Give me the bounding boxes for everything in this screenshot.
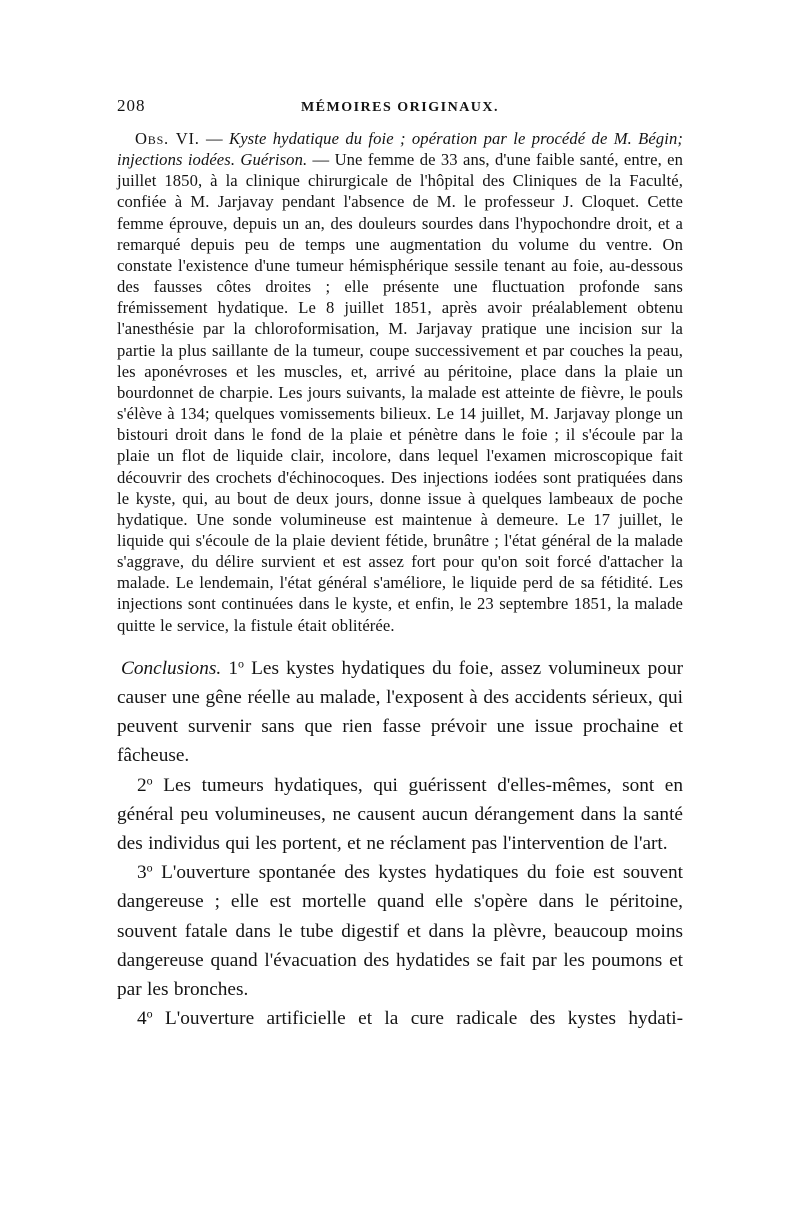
conclusions-heading: Conclusions.: [121, 657, 222, 679]
conclusion-number: 1: [228, 657, 238, 679]
observation-paragraph: [117, 128, 683, 636]
page-number: 208: [117, 96, 146, 115]
observation-label: Obs. VI.: [135, 129, 200, 148]
conclusion-text: L'ouverture spontanée des kystes hydatiques du foie est souvent dangereuse ; elle est mortelle quand elle s'opère dans le péritoine, souvent fatale dans le tube digestif et dans la plèvre, beaucoup moins dangereuse quand l'évacuation des hydatides se fait par les poumons et par les bronches.: [117, 862, 683, 1000]
conclusion-text: L'ouverture artificielle et la cure radicale des kystes hydati-: [152, 1008, 683, 1030]
ordinal-marker: o: [146, 1006, 153, 1021]
running-title: MÉMOIRES ORIGINAUX.: [300, 100, 500, 115]
ordinal-marker: o: [146, 860, 153, 875]
ordinal-marker: o: [237, 656, 244, 671]
observation-dash: —: [307, 150, 335, 170]
conclusion-item: [117, 654, 683, 771]
observation-title: Kyste hydatique du foie ; opération par le procédé de M. Bégin; injections iodées. Guérison.: [117, 129, 683, 170]
conclusion-item: [117, 771, 683, 859]
ordinal-marker: o: [146, 772, 153, 787]
observation-body: Une femme de 33 ans, d'une faible santé, entre, en juillet 1850, à la clinique chirurgicale de l'hôpital des Cliniques de la Faculté, confiée à M. Jarjavay pendant l'absence de M. le professeur J. Cloquet. Cette femme éprouve, depuis un an, des douleurs sourdes dans l'hypochondre droit, et a remarqué depuis peu de temps une augmentation du volume du ventre. On constate l'existence d'une tumeur hémisphérique sessile tenant au foie, au-dessous des fausses côtes droites ; elle présente une fluctuation profonde sans frémissement hydatique. Le 8 juillet 1851, après avoir préalablement obtenu l'anesthésie par la chloroformisation, M. Jarjavay pratique une incision sur la partie la plus saillante de la tumeur, coupe successivement et par couches la peau, les aponévroses et les muscles, et, arrivé au péritoine, place dans la plaie un bourdonnet de charpie. Les jours suivants, la malade est atteinte de fièvre, le pouls s'élève à 134; quelques vomissements bilieux. Le 14 juillet, M. Jarjavay plonge un bistouri droit dans le fond de la plaie et pénètre dans le foie ; il s'écoule par la plaie un flot de liquide clair, incolore, dans lequel l'examen microscopique fait découvrir des crochets d'échinocoques. Des injections iodées sont pratiquées dans le kyste, qui, au bout de deux jours, donne issue à quelques lambeaux de poche hydatique. Une sonde volumineuse est maintenue à demeure. Le 17 juillet, le liquide qui s'écoule de la plaie devient fétide, brunâtre ; l'état général de la malade s'aggrave, du délire survient et est assez fort pour qu'on soit forcé d'attacher la malade. Le lendemain, l'état général s'améliore, le liquide perd de sa fétidité. Les injections sont continuées dans le kyste, et enfin, le 23 septembre 1851, la malade quitte le service, la fistule était oblitérée.: [117, 150, 684, 635]
conclusion-number: 2: [137, 774, 147, 796]
conclusion-text: Les kystes hydatiques du foie, assez volumineux pour causer une gêne réelle au malade, l'exposent à des accidents sérieux, qui peuvent survenir sans que rien fasse prévoir une issue prochaine et fâcheuse.: [117, 657, 684, 767]
observation-dash: —: [199, 129, 230, 148]
running-header: [117, 96, 683, 120]
conclusion-item: [117, 858, 683, 1004]
conclusion-item: [117, 1004, 683, 1033]
book-page: [117, 96, 683, 1033]
conclusions-section: [117, 654, 683, 1034]
conclusion-text: Les tumeurs hydatiques, qui guérissent d'elles-mêmes, sont en général peu volumineuses, ne causent aucun dérangement dans la santé des individus qui les portent, et ne réclament pas l'intervention de l'art.: [117, 774, 683, 854]
conclusion-number: 3: [137, 862, 147, 884]
conclusion-number: 4: [137, 1008, 147, 1030]
